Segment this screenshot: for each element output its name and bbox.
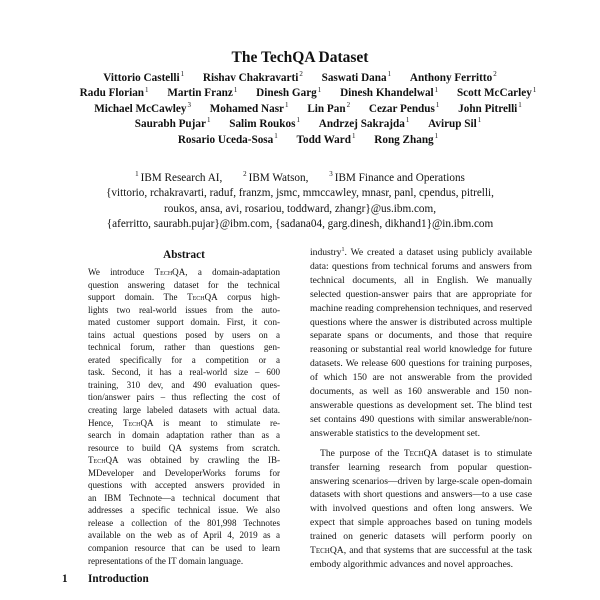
abstract-line: addresses a specific technical issue. We also [88,505,280,516]
author-affiliation-mark: 1 [180,70,185,79]
affiliation-mark: 2 [243,170,247,179]
abstract-line: lights two real-world issues from the auto- [88,304,280,315]
author-affiliation-mark: 1 [145,85,149,94]
author-name [203,72,303,84]
abstract-line: tains actual questions posed by users on a [88,329,280,340]
dataset-name: TechQA [403,447,438,459]
affiliation [243,172,308,184]
author-text: Cezar Pendus [368,102,435,115]
abstract-line: mated customer support domain. First, it con- [88,317,280,328]
author-name [167,87,237,99]
abstract-line: an IBM Technote—a technical document that [88,492,280,503]
author-name [135,118,211,130]
author-text: Saurabh Pujar [134,118,206,131]
author-text: Michael McCawley [94,102,187,115]
affiliation-name: IBM Finance and Operations [334,172,465,184]
email-block [40,186,560,232]
abstract-line: companion resource that can be used to learn [88,543,280,554]
paragraph-start: industry [310,247,342,258]
author-affiliation-mark: 1 [532,85,537,94]
affiliation-line [40,171,560,186]
paragraph-text: , and that systems that are successful at the task embody algorithmic advances and novel approaches. [310,545,532,570]
author-affiliation-mark: 2 [346,101,351,110]
paragraph-text: . We created a dataset using publicly available data: questions from technical forums and answers from technical documents, all in English. We manually selected question-answer pairs that are appropriate for machine reading comprehension techniques, and reserved questions where the answer is distributed across multiple separate spans or documents, and those that require reasoning or substantial real world knowledge for future datasets. We release 600 questions for training purposes, of which 150 are not answerable from the provided documents, as well as 160 answerable and 150 non-answerable questions as development set. The blind test set contains 490 questions with similar answerable/non-answerable statistics to the development set. [310,247,532,439]
author-name [296,131,356,146]
author-name [428,118,481,130]
author-affiliation-mark: 1 [317,85,322,94]
affiliation-name: IBM Watson, [248,172,309,184]
author-text: Avirup Sil [428,118,477,131]
abstract-line: creating large labeled datasets with actual data. [88,405,280,416]
email-line: roukos, ansa, avi, rosariou, toddward, zhangr}@us.ibm.com, [164,202,436,215]
author-affiliation-mark: 1 [434,85,439,94]
author-affiliation-mark: 1 [405,116,410,125]
abstract-line: training, 310 dev, and 490 evaluation ques- [88,379,280,390]
abstract-line: support domain. The TechQA corpus high- [88,292,280,303]
abstract-line: questions with accepted answers provided in [88,480,280,491]
author-text: Lin Pan [307,102,346,115]
author-name [374,131,439,146]
section-title: Introduction [88,573,149,585]
abstract-line: representations of the IT domain language. [88,555,244,566]
footnote-mark: 1 [341,246,345,253]
author-name [103,72,184,84]
author-affiliation-mark: 1 [477,116,482,125]
author-text: Vittorio Castelli [103,72,180,84]
author-name [80,87,149,99]
author-text: Mohamed Nasr [209,102,285,115]
author-affiliation-mark: 1 [206,116,211,125]
right-column-text [310,246,532,572]
author-affiliation-mark: 1 [233,85,238,94]
author-affiliation-mark: 1 [387,70,392,79]
abstract-line: MDeveloper and DeveloperWorks forums for [88,467,280,478]
section-number: 1 [62,573,68,585]
author-affiliation-mark: 3 [187,101,191,110]
abstract-line: Hence, TechQA is meant to stimulate re- [88,417,280,428]
author-text: Radu Florian [79,87,145,100]
author-name [229,118,300,130]
author-name [256,87,321,99]
author-text: Dinesh Garg [256,87,317,100]
abstract-line: question answering dataset for the technical [88,279,280,290]
abstract-line: TechQA was obtained by crawling the IB- [88,455,280,466]
author-text: Saswati Dana [321,72,387,84]
author-affiliation-mark: 1 [518,101,522,110]
paper-title: The TechQA Dataset [231,49,369,66]
abstract-line: technical forum, rather than questions gen- [88,342,280,353]
author-name [340,87,438,99]
paragraph [310,246,532,441]
author-name [177,131,278,146]
author-affiliation-mark: 1 [274,131,278,140]
affiliations-block [40,171,560,233]
author-list [60,71,540,148]
abstract-line: resource to build QA systems from scratch. [88,442,280,453]
author-affiliation-mark: 2 [493,70,497,79]
email-line: {aferritto, saurabh.pujar}@ibm.com, {sadana04, garg.dinesh, dikhand1}@in.ibm.com [106,218,494,231]
abstract-line: erated specifically for a competition or a [88,354,280,365]
author-text: Salim Roukos [229,118,296,131]
author-affiliation-mark: 1 [435,101,440,110]
abstract-text [88,266,280,567]
author-text: Martin Franz [167,87,233,100]
author-affiliation-mark: 1 [351,131,356,140]
author-text: Rishav Chakravarti [202,72,299,84]
author-text: Rosario Uceda-Sosa [177,133,274,146]
author-name [410,72,497,84]
affiliation-mark: 1 [135,170,139,179]
author-text: John Pitrelli [458,102,518,115]
author-affiliation-mark: 1 [434,131,439,140]
author-text: Andrzej Sakrajda [318,118,405,131]
author-affiliation-mark: 1 [296,116,300,125]
abstract-heading: Abstract [163,249,205,261]
section-heading-introduction [62,572,149,586]
abstract-line: task. Second, it has a real-world size – 600 [88,367,280,378]
paragraph-text: dataset is to stimulate transfer learning research from popular question-answering scenarios—driven by large-scale open-domain datasets with short questions and answers—to a use case with involved questions and often long answers. We expect that simple approaches based on tuning models trained on generic datasets will perform poorly on [310,447,532,543]
author-affiliation-mark: 1 [285,101,289,110]
affiliation-name: IBM Research AI, [140,172,223,184]
author-name [457,87,536,99]
author-name [369,103,439,115]
abstract-line: We introduce TechQA, a domain-adaptation [88,267,280,277]
affiliation-mark: 3 [329,170,333,179]
paragraph-text: The purpose of the [320,447,404,459]
author-text: Dinesh Khandelwal [340,87,434,100]
abstract-line: search in domain adaptation rather than as a [88,430,280,441]
email-line: {vittorio, rchakravarti, raduf, franzm, jsmc, mmccawley, mnasr, panl, cpendus, pitrelli, [106,187,494,200]
author-text: Scott McCarley [456,87,532,100]
author-name [307,103,350,115]
author-text: Todd Ward [296,133,351,146]
affiliation [329,172,465,184]
dataset-name: TechQA [310,545,344,557]
abstract-line: available on the web as of April 4, 2019 as a [88,530,280,541]
author-affiliation-mark: 2 [299,70,303,79]
abstract-line: tion/answer pairs – thus reflecting the cost of [88,392,280,403]
author-text: Rong Zhang [374,133,434,146]
author-name [94,103,191,115]
author-name [458,103,522,115]
affiliation [135,172,222,184]
author-text: Anthony Ferritto [409,72,493,84]
author-name [319,118,410,130]
paragraph [310,447,532,572]
author-name [210,103,289,115]
author-name [322,72,391,84]
abstract-line: release a collection of the 801,998 Technotes [88,517,280,528]
